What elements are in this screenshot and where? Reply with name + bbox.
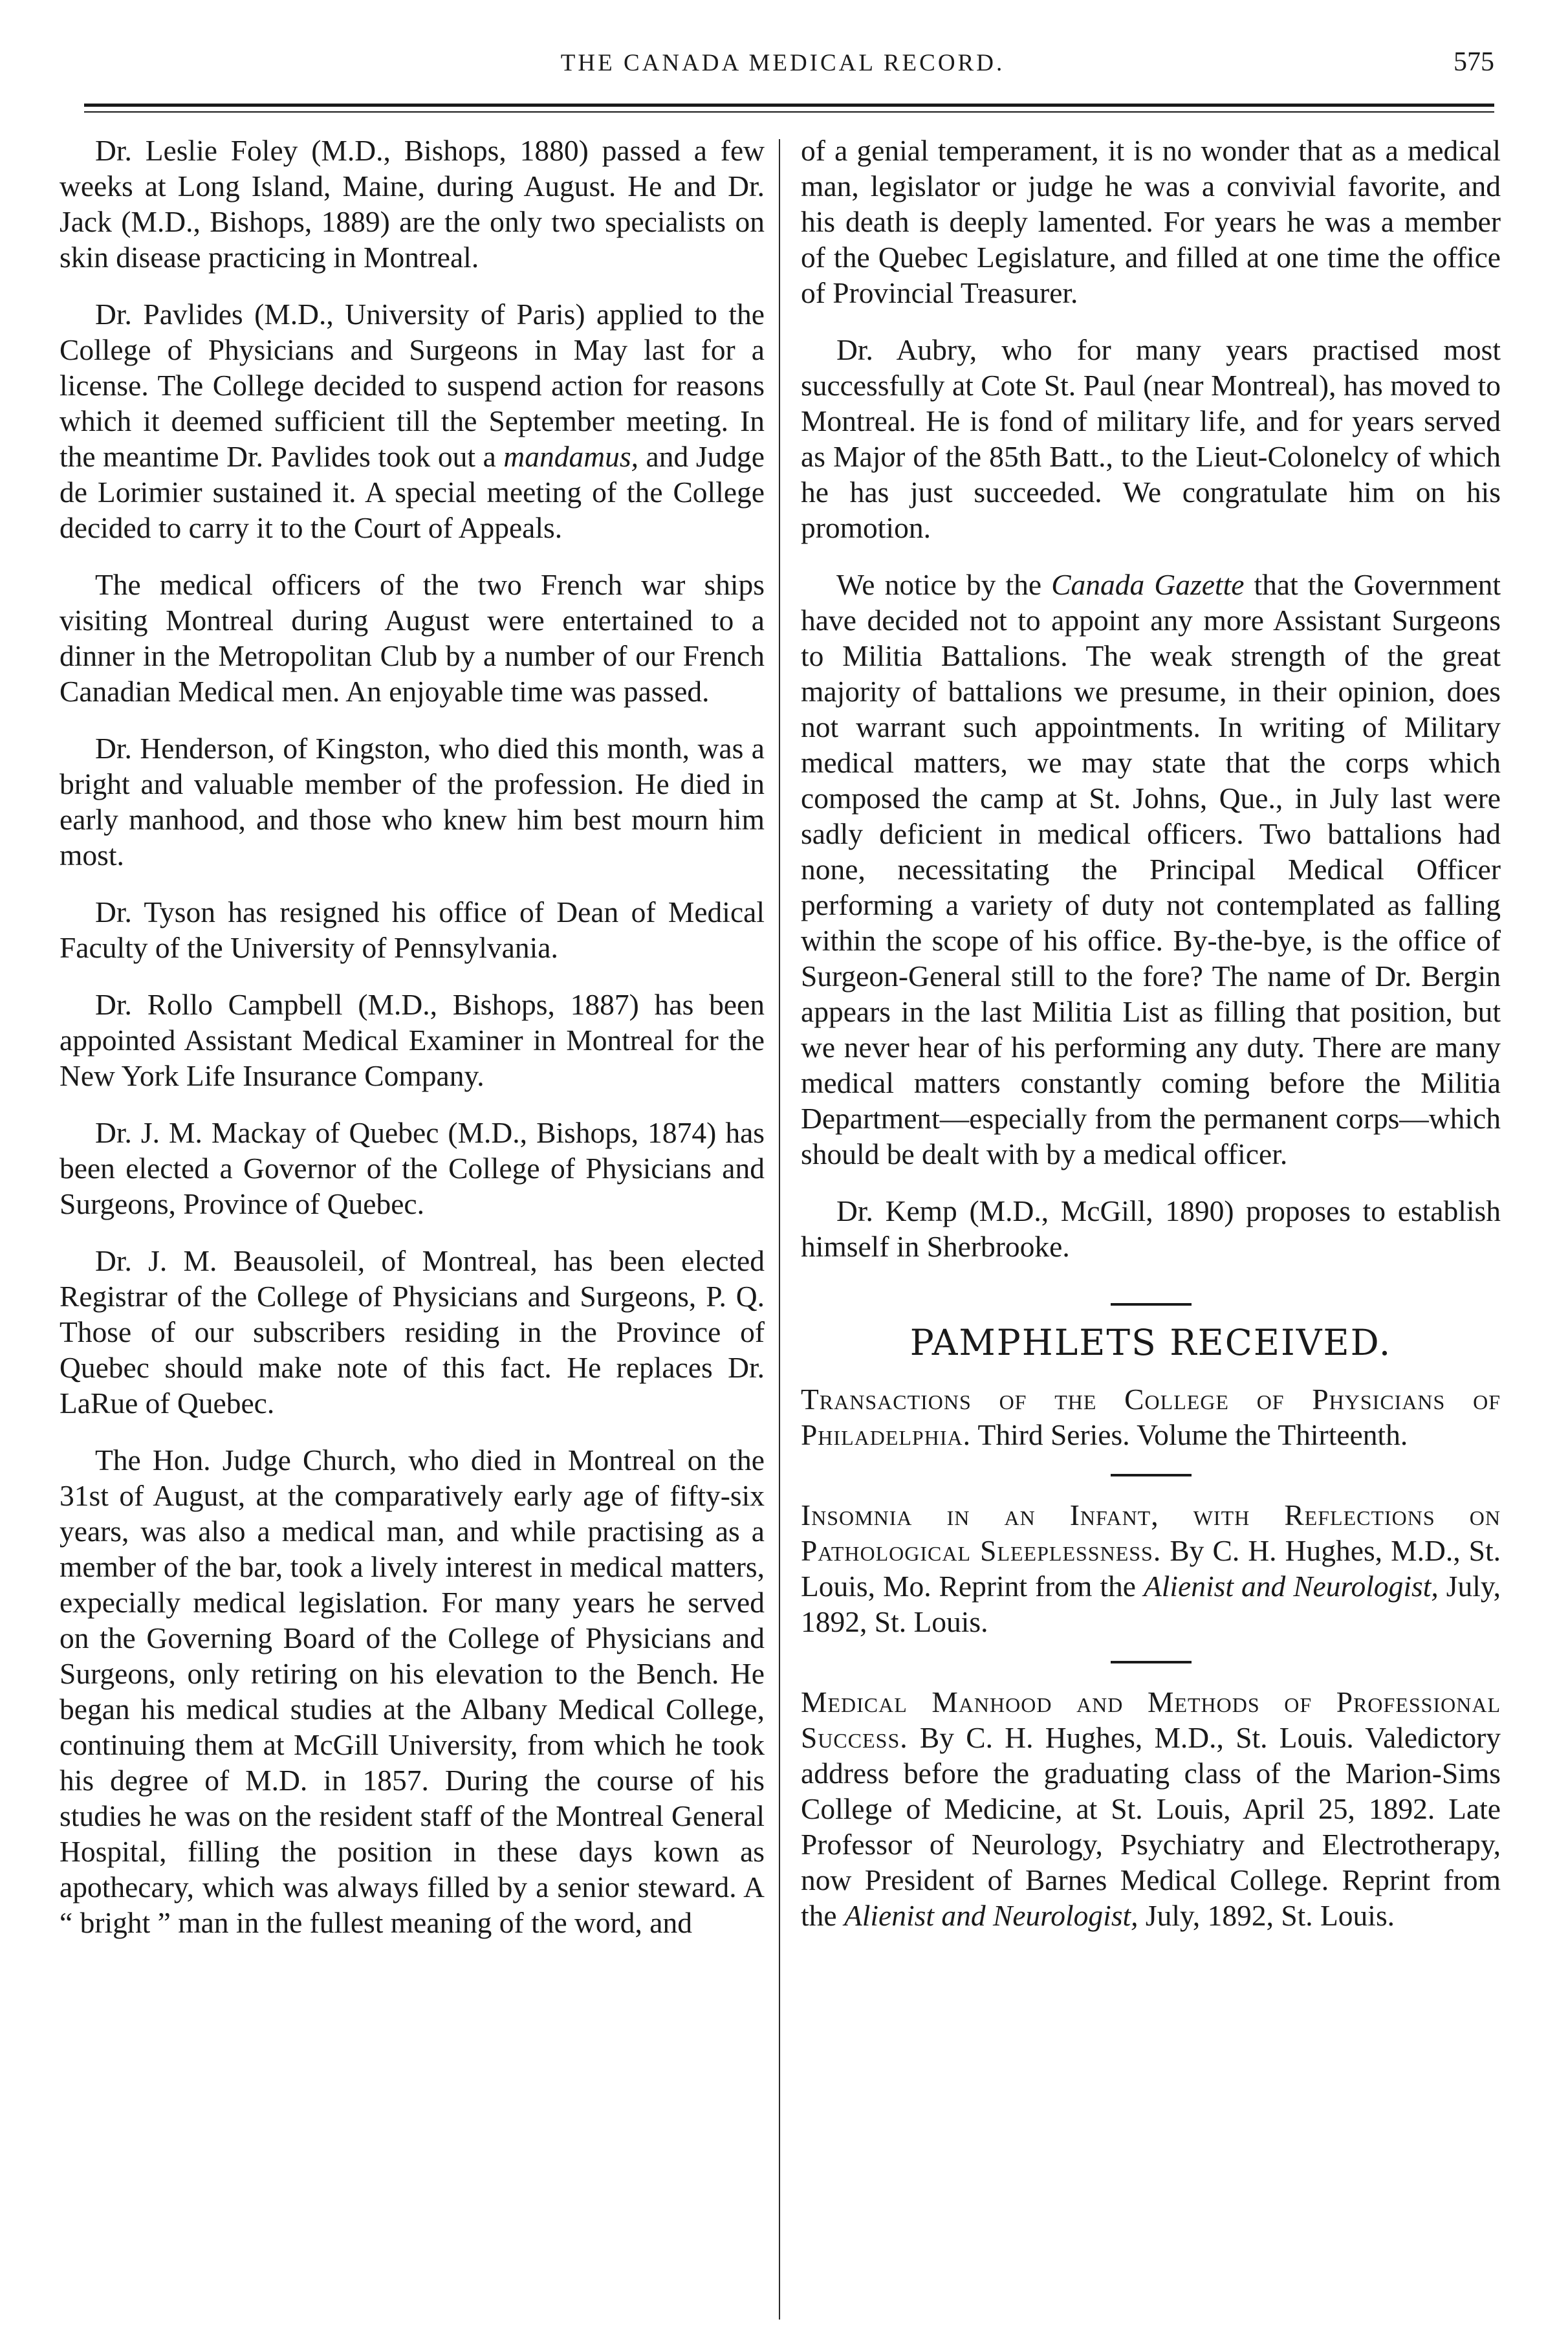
paragraph-aubry: Dr. Aubry, who for many years practised most successfully at Cote St. Paul (near Montreal), has moved to Montreal. He is fond of military life, and for years served as Major of the 85th Batt., to the Lieut-Colonelcy of which he has just succeeded. We congratulate him on his promotion. (801, 333, 1501, 544)
pamphlet-entry-text (801, 1684, 1501, 1933)
paragraph-beausoleil: Dr. J. M. Beausoleil, of Montreal, has been elected Registrar of the College of Physicians and Surgeons, P. Q. Those of our subscribers residing in the Province of Quebec should make note of this fact. He replaces Dr. LaRue of Quebec. (60, 1244, 765, 1420)
pamphlet-journal: Alienist and Neurologist, (1143, 1570, 1439, 1603)
paragraph-militia-text-a: We notice by the (836, 568, 1052, 601)
header-rule-thick (84, 104, 1494, 107)
page-number: 575 (1454, 47, 1494, 77)
header-rule-thin (84, 111, 1494, 113)
column-divider (779, 139, 780, 2320)
paragraph-mackay: Dr. J. M. Mackay of Quebec (M.D., Bishops, 1874) has been elected a Governor of the College of Physicians and Surgeons, Province of Quebec. (60, 1116, 765, 1220)
entry-rule (1111, 1661, 1192, 1663)
section-heading: PAMPHLETS RECEIVED. (909, 1322, 1392, 1363)
pamphlet-entry (801, 1381, 1501, 1453)
paragraph-pavlides-italic: mandamus, (503, 440, 638, 473)
pamphlet-date: July, 1892, St. Louis. (801, 1570, 1501, 1638)
paragraph-tyson: Dr. Tyson has resigned his office of Dean of Medical Faculty of the University of Pennsylvania. (60, 895, 765, 964)
pamphlet-title: Insomnia in an Infant, with Reflections on Pathological Sleeplessness. (801, 1498, 1501, 1567)
paragraph-pavlides (60, 296, 765, 545)
pamphlet-date: July, 1892, St. Louis. (1138, 1899, 1395, 1932)
paragraph-pavlides-text-a: Dr. Pavlides (M.D., University of Paris) applied to the College of Physicians and Surgeons in May last for a license. The College decided to suspend action for reasons which it deemed sufficient till the September meeting. In the meantime Dr. Pavlides took out a (60, 298, 765, 473)
pamphlet-details: By C. H. Hughes, M.D., St. Louis. Valedictory address before the graduating class of the Marion-Sims College of Medicine, at St. Louis, April 25, 1892. Late Professor of Neurology, Psychiatry and Electrotherapy, now President of Barnes Medical College. Reprint from the (801, 1721, 1501, 1932)
paragraph-pavlides-text-b: and Judge de Lorimier sustained it. A special meeting of the College decided to carry it to the Court of Appeals. (60, 440, 765, 544)
running-title: THE CANADA MEDICAL RECORD. (560, 50, 1005, 76)
page-header (58, 47, 1507, 85)
paragraph-french-war-ships: The medical officers of the two French war ships visiting Montreal during August were entertained to a dinner in the Metropolitan Club by a number of our French Canadian Medical men. An enjoyable time was passed. (60, 568, 765, 708)
pamphlet-title: Transactions of the College of Physicians of Philadelphia. (801, 1383, 1501, 1451)
entry-rule (1111, 1474, 1192, 1476)
pamphlet-details: Third Series. Volume the Thirteenth. (970, 1418, 1408, 1451)
right-column (801, 133, 1501, 1933)
pamphlet-title: Medical Manhood and Methods of Professional Success. (801, 1685, 1501, 1754)
pamphlet-entry-text (801, 1497, 1501, 1640)
pamphlet-entry (801, 1497, 1501, 1640)
paragraph-militia-text-b: that the Government have decided not to appoint any more Assistant Surgeons to Militia Battalions. The weak strength of the great majority of battalions we presume, in their opinion, does not warrant such appointments. In writing of Military medical matters, we may state that the corps which composed the camp at St. Johns, Que., in July last were sadly deficient in medical officers. Two battalions had none, necessitating the Principal Medical Officer performing a variety of duty not contemplated as falling within the scope of his office. By-the-bye, is the office of Surgeon-General still to the fore? The name of Dr. Bergin appears in the last Militia List as filling that position, but we never hear of his performing any duty. There are many medical matters constantly coming before the Militia Department—especially from the permanent corps—which should be dealt with by a medical officer. (801, 568, 1501, 1170)
paragraph-kemp: Dr. Kemp (M.D., McGill, 1890) proposes to establish himself in Sherbrooke. (801, 1194, 1501, 1263)
pamphlet-journal: Alienist and Neurologist, (844, 1899, 1138, 1932)
paragraph-church-continued: of a genial temperament, it is no wonder that as a medical man, legislator or judge he was a convivial favorite, and his death is deeply lamented. For years he was a member of the Quebec Legislature, and filled at one time the office of Provincial Treasurer. (801, 134, 1501, 309)
pamphlet-details: By C. H. Hughes, M.D., St. Louis, Mo. Reprint from the (801, 1534, 1501, 1603)
paragraph-militia (801, 567, 1501, 1172)
paragraph-militia-italic: Canada Gazette (1051, 568, 1245, 601)
paragraph-henderson: Dr. Henderson, of Kingston, who died this month, was a bright and valuable member of the profession. He died in early manhood, and those who knew him best mourn him most. (60, 732, 765, 872)
left-column (60, 133, 765, 1940)
section-rule (1111, 1303, 1192, 1306)
pamphlet-entry (801, 1684, 1501, 1933)
paragraph-judge-church: The Hon. Judge Church, who died in Montreal on the 31st of August, at the comparatively early age of fifty-six years, was also a medical man, and while practising as a member of the bar, took a lively interest in medical matters, expecially medical legislation. For many years he served on the Governing Board of the College of Physicians and Surgeons, only retiring on his elevation to the Bench. He began his medical studies at the Albany Medical College, continuing them at McGill University, from which he took his degree of M.D. in 1857. During the course of his studies he was on the resident staff of the Montreal General Hospital, filling the position in these days kown as apothecary, which was always filled by a senior steward. A “ bright ” man in the fullest meaning of the word, and (60, 1443, 765, 1939)
paragraph-foley: Dr. Leslie Foley (M.D., Bishops, 1880) passed a few weeks at Long Island, Maine, during August. He and Dr. Jack (M.D., Bishops, 1889) are the only two specialists on skin disease practicing in Montreal. (60, 134, 765, 274)
pamphlet-entry-text (801, 1381, 1501, 1453)
paragraph-rollo-campbell: Dr. Rollo Campbell (M.D., Bishops, 1887) has been appointed Assistant Medical Examiner in Montreal for the New York Life Insurance Company. (60, 988, 765, 1092)
